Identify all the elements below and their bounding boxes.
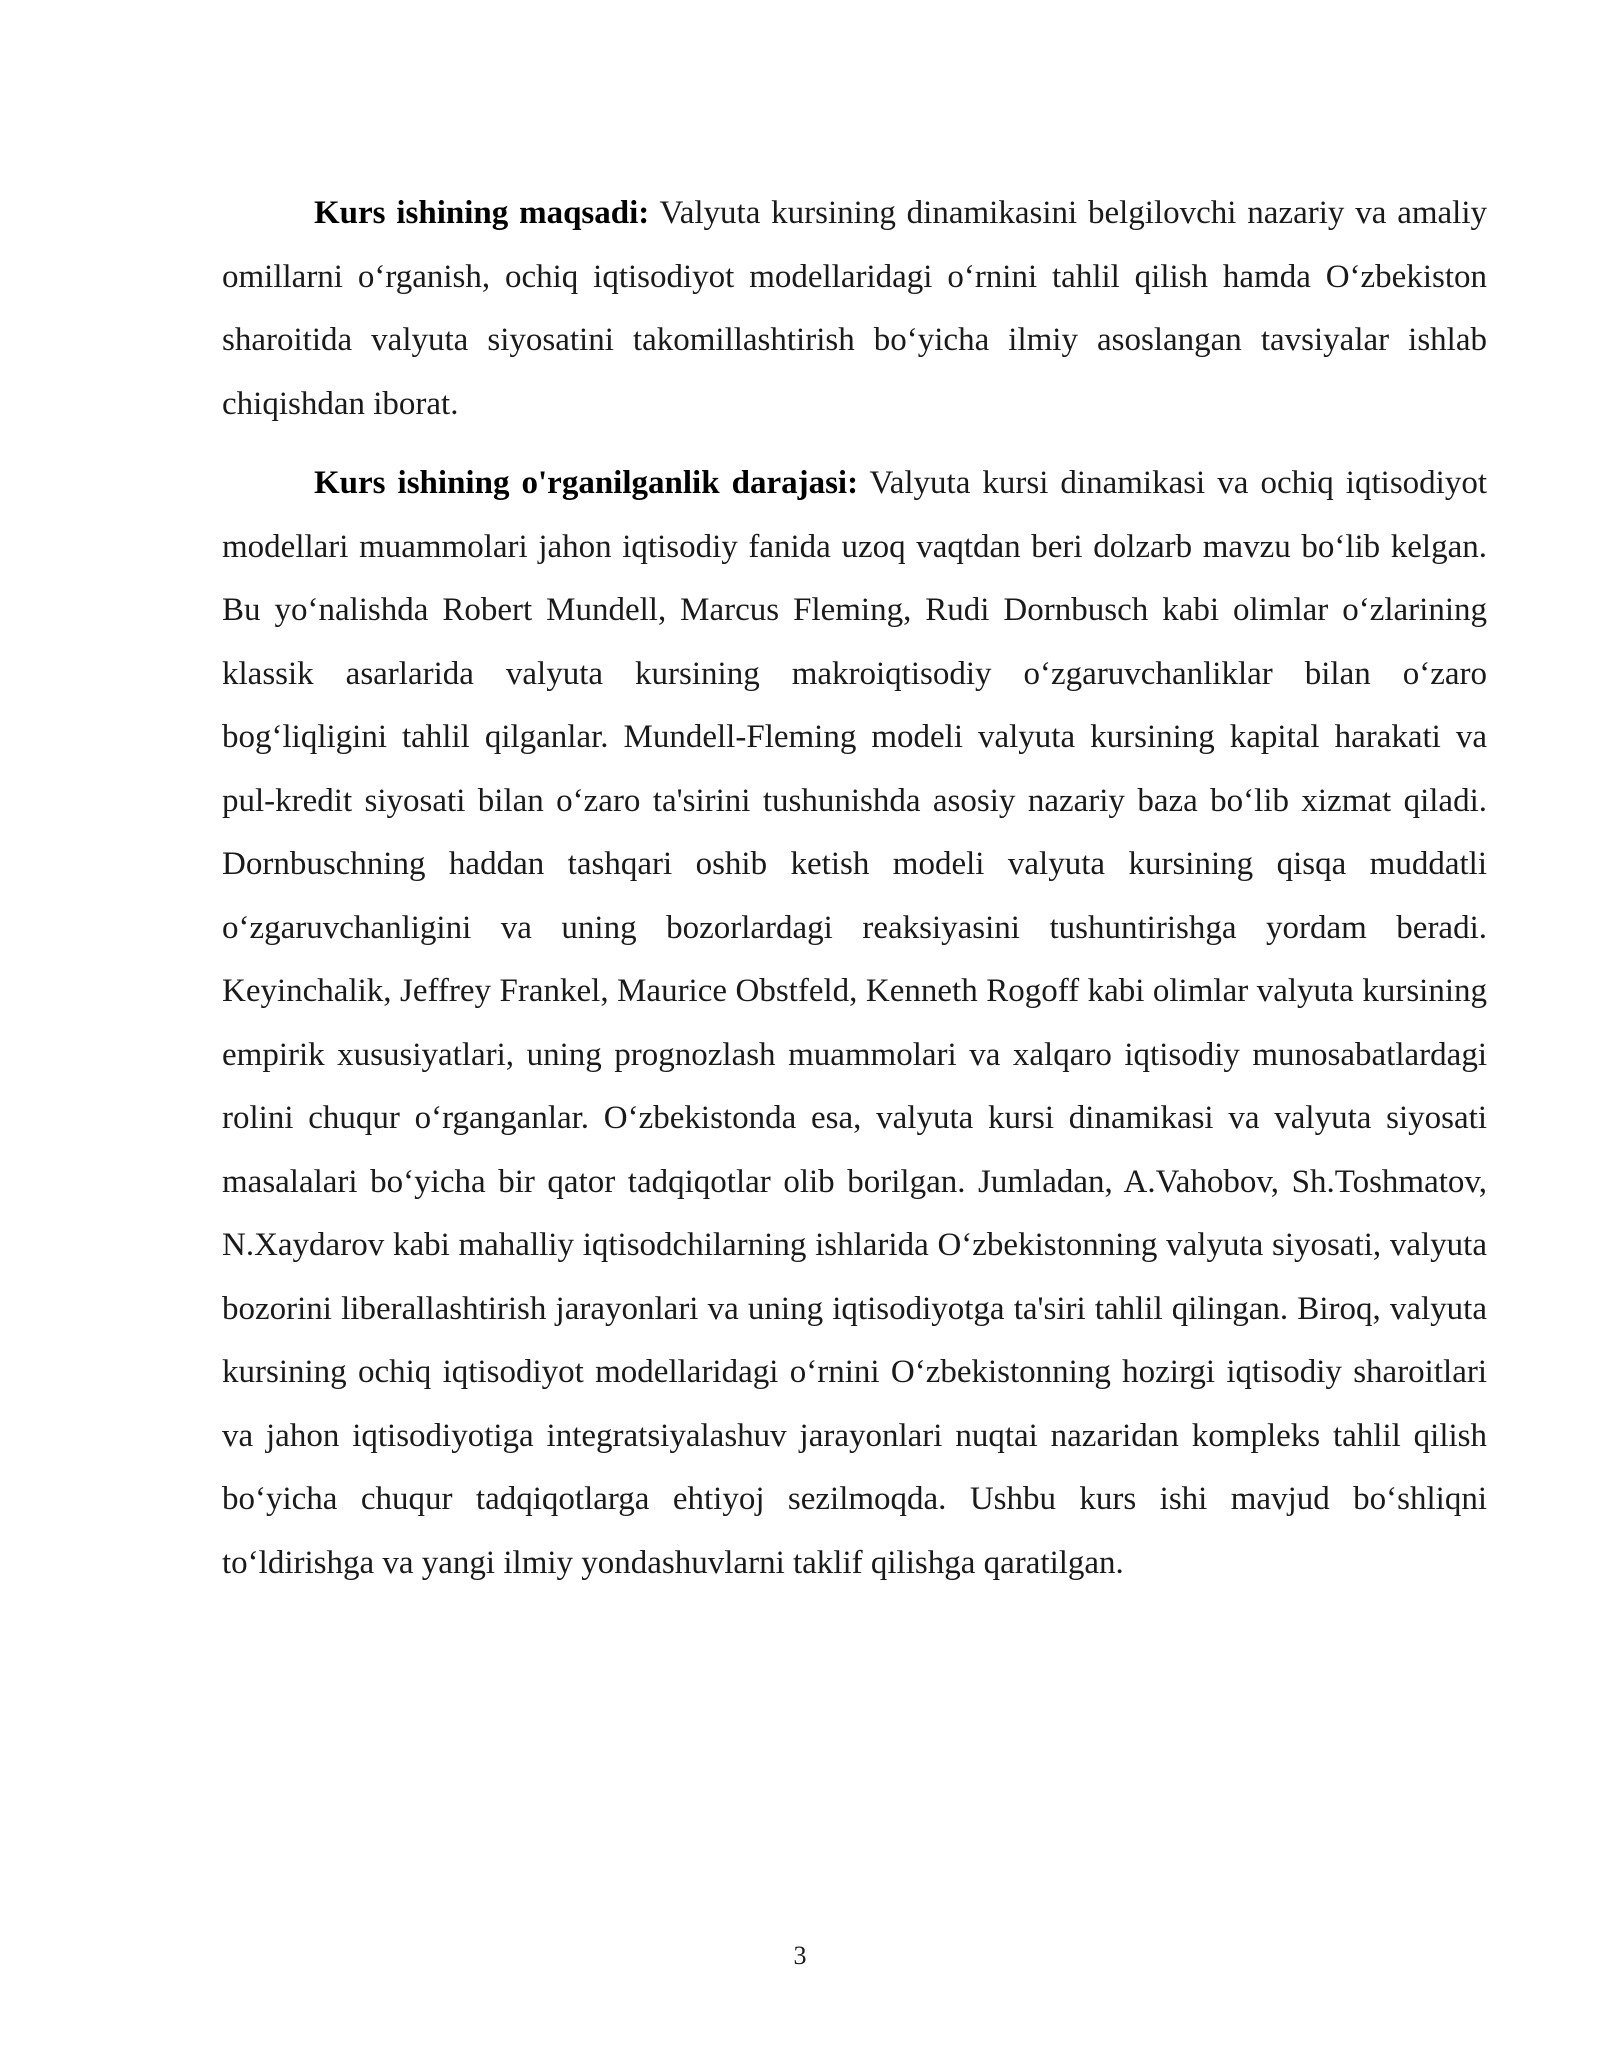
paragraph-study-level-heading: Kurs ishining o'rganilganlik darajasi: bbox=[314, 465, 859, 501]
document-body bbox=[222, 182, 1487, 1611]
paragraph-study-level-text: Valyuta kursi dinamikasi va ochiq iqtisodiyot modellari muammolari jahon iqtisodiy fanida uzoq vaqtdan beri dolzarb mavzu bo‘lib kelgan. Bu yo‘nalishda Robert Mundell, Marcus Fleming, Rudi Dornbusch kabi olimlar o‘zlarining klassik asarlarida valyuta kursining makroiqtisodiy o‘zgaruvchanliklar bilan o‘zaro bog‘liqligini tahlil qilganlar. Mundell-Fleming modeli valyuta kursining kapital harakati va pul-kredit siyosati bilan o‘zaro ta'sirini tushunishda asosiy nazariy baza bo‘lib xizmat qiladi. Dornbuschning haddan tashqari oshib ketish modeli valyuta kursining qisqa muddatli o‘zgaruvchanligini va uning bozorlardagi reaksiyasini tushuntirishga yordam beradi. Keyinchalik, Jeffrey Frankel, Maurice Obstfeld, Kenneth Rogoff kabi olimlar valyuta kursining empirik xususiyatlari, uning prognozlash muammolari va xalqaro iqtisodiy munosabatlardagi rolini chuqur o‘rganganlar. O‘zbekistonda esa, valyuta kursi dinamikasi va valyuta siyosati masalalari bo‘yicha bir qator tadqiqotlar olib borilgan. Jumladan, A.Vahobov, Sh.Toshmatov, N.Xaydarov kabi mahalliy iqtisodchilarning ishlarida O‘zbekistonning valyuta siyosati, valyuta bozorini liberallashtirish jarayonlari va uning iqtisodiyotga ta'siri tahlil qilingan. Biroq, valyuta kursining ochiq iqtisodiyot modellaridagi o‘rnini O‘zbekistonning hozirgi iqtisodiy sharoitlari va jahon iqtisodiyotiga integratsiyalashuv jarayonlari nuqtai nazaridan kompleks tahlil qilish bo‘yicha chuqur tadqiqotlarga ehtiyoj sezilmoqda. Ushbu kurs ishi mavjud bo‘shliqni to‘ldirishga va yangi ilmiy yondashuvlarni taklif qilishga qaratilgan. bbox=[222, 465, 1487, 1581]
paragraph-aim-text: Valyuta kursining dinamikasini belgilovchi nazariy va amaliy omillarni o‘rganish, ochiq iqtisodiyot modellaridagi o‘rnini tahlil qilish hamda O‘zbekiston sharoitida valyuta siyosatini takomillashtirish bo‘yicha ilmiy asoslangan tavsiyalar ishlab chiqishdan iborat. bbox=[222, 195, 1487, 422]
page-number: 3 bbox=[793, 1941, 807, 1970]
paragraph-aim-heading: Kurs ishining maqsadi: bbox=[314, 195, 650, 231]
paragraph-study-level bbox=[222, 452, 1487, 1595]
paragraph-aim bbox=[222, 182, 1487, 436]
